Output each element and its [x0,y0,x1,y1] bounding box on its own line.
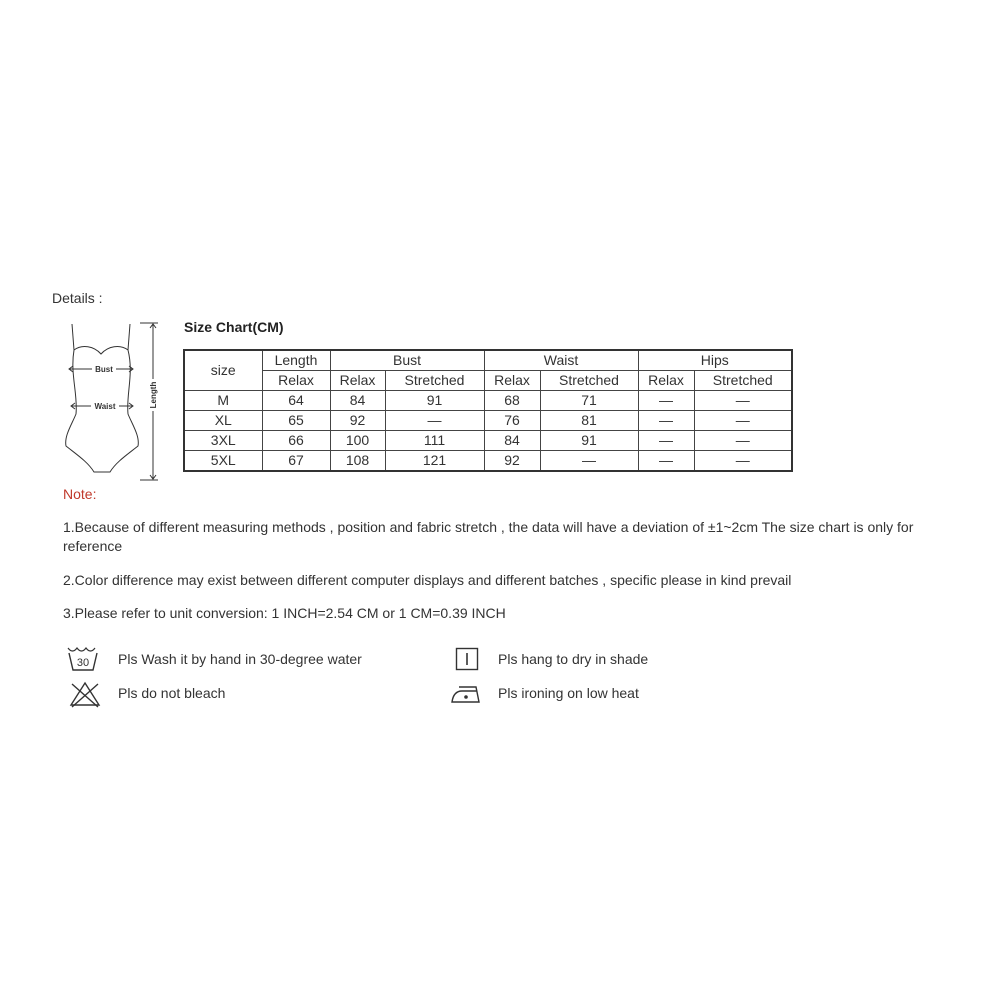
note-item: 3.Please refer to unit conversion: 1 INCH=2.54 CM or 1 CM=0.39 INCH [63,605,506,621]
value-cell: 84 [484,431,540,451]
size-chart-table [183,349,793,472]
group-header-hips: Hips [638,350,792,371]
value-cell: 121 [385,451,484,472]
size-cell: 3XL [184,431,262,451]
care-bleach-text: Pls do not bleach [118,685,226,701]
bust-label: Bust [95,365,113,374]
value-cell: 65 [262,411,330,431]
care-iron-text: Pls ironing on low heat [498,685,639,701]
value-cell: — [540,451,638,472]
value-cell: 67 [262,451,330,472]
group-header-waist: Waist [484,350,638,371]
value-cell: 92 [330,411,385,431]
care-dry-text: Pls hang to dry in shade [498,651,649,667]
table-subheader-row [184,371,792,391]
length-label: Length [149,381,158,409]
subheader-cell: Relax [484,371,540,391]
table-row [184,431,792,451]
value-cell: — [638,431,694,451]
value-cell: — [694,391,792,411]
details-label: Details : [52,290,103,306]
note-label: Note: [63,486,97,502]
iron-low-heat-icon [450,681,486,705]
group-header-length: Length [262,350,330,371]
size-cell: M [184,391,262,411]
value-cell: 92 [484,451,540,472]
waist-label: Waist [94,402,116,411]
value-cell: — [638,451,694,472]
table-row [184,391,792,411]
value-cell: 100 [330,431,385,451]
value-cell: 66 [262,431,330,451]
note-item: 1.Because of different measuring methods , position and fabric stretch , the data will have a deviation of ±1~2cm The size chart is only for reference [63,519,914,554]
value-cell: — [694,431,792,451]
value-cell: 71 [540,391,638,411]
hand-wash-30-icon [66,645,100,673]
note-item: 2.Color difference may exist between different computer displays and different batches , specific please in kind prevail [63,572,792,588]
subheader-cell: Relax [262,371,330,391]
care-wash-text: Pls Wash it by hand in 30-degree water [118,651,362,667]
subheader-cell: Relax [330,371,385,391]
hang-dry-shade-icon [455,647,479,671]
value-cell: 91 [540,431,638,451]
value-cell: — [638,391,694,411]
table-header-row [184,350,792,371]
size-cell: 5XL [184,451,262,472]
size-header: size [184,350,262,391]
value-cell: — [694,451,792,472]
value-cell: 108 [330,451,385,472]
no-bleach-icon [68,680,102,708]
swimsuit-measurement-figure [52,314,178,486]
group-header-bust: Bust [330,350,484,371]
subheader-cell: Stretched [694,371,792,391]
chart-title: Size Chart(CM) [184,319,284,335]
value-cell: — [638,411,694,431]
value-cell: — [694,411,792,431]
value-cell: 111 [385,431,484,451]
wash-temp-badge: 30 [76,657,90,669]
size-cell: XL [184,411,262,431]
table-row [184,451,792,472]
value-cell: 81 [540,411,638,431]
value-cell: 68 [484,391,540,411]
value-cell: 64 [262,391,330,411]
value-cell: 84 [330,391,385,411]
value-cell: 91 [385,391,484,411]
subheader-cell: Stretched [385,371,484,391]
table-row [184,411,792,431]
subheader-cell: Stretched [540,371,638,391]
subheader-cell: Relax [638,371,694,391]
value-cell: 76 [484,411,540,431]
value-cell: — [385,411,484,431]
